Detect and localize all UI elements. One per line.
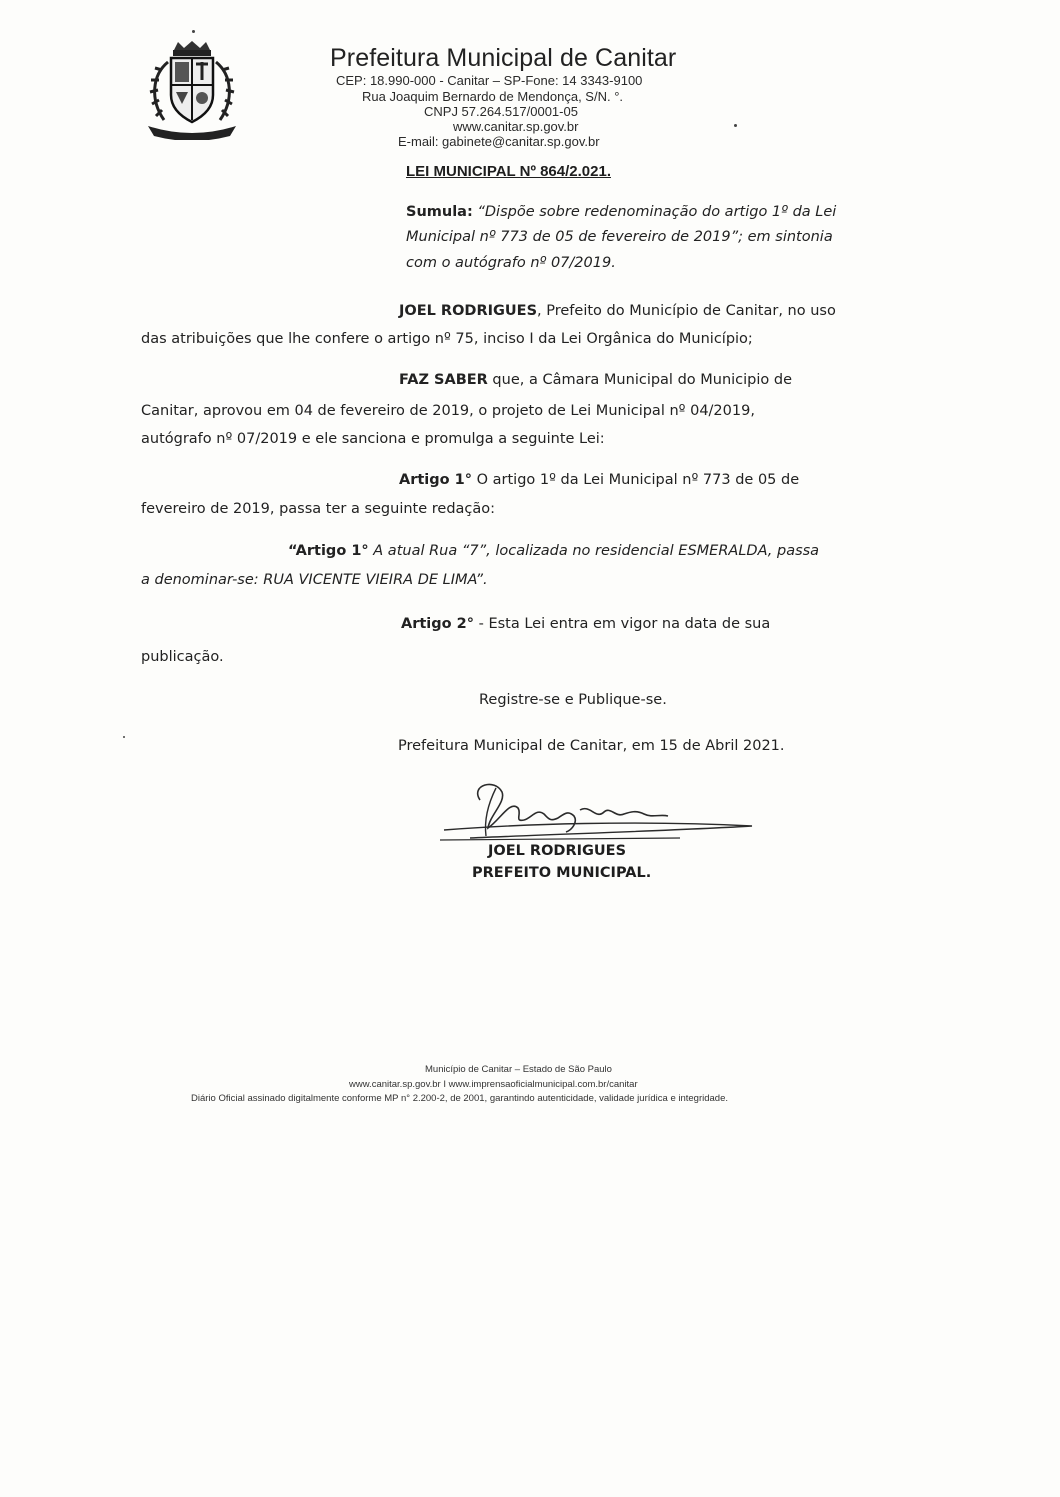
artigo2-line-2: publicação. [141, 649, 224, 665]
speck [734, 124, 737, 127]
intro-line-1 [399, 303, 836, 319]
signature-icon [440, 770, 770, 850]
faz-saber-line-2: Canitar, aprovou em 04 de fevereiro de 2019, o projeto de Lei Municipal nº 04/2019, [141, 403, 755, 419]
artigo1-line-2: fevereiro de 2019, passa ter a seguinte redação: [141, 501, 496, 517]
artigo1-text-1: O artigo 1º da Lei Municipal nº 773 de 05 de [472, 472, 800, 488]
footer-line-1: Município de Canitar – Estado de São Paulo [425, 1064, 612, 1075]
sumula-text-1: “Dispõe sobre redenominação do artigo 1º da Lei [477, 204, 837, 220]
footer-line-3: Diário Oficial assinado digitalmente conforme MP n° 2.200-2, de 2001, garantindo autenticidade, validade jurídica e integridade. [191, 1093, 729, 1104]
sumula-line-2: Municipal nº 773 de 05 de fevereiro de 2019”; em sintonia [406, 229, 833, 245]
sumula-label: Sumula: [406, 204, 473, 220]
artigo2-line-1 [401, 616, 770, 632]
mayor-name: JOEL RODRIGUES [399, 303, 538, 319]
faz-saber-text-1: que, a Câmara Municipal do Municipio de [487, 372, 793, 388]
place-date-suffix: . [779, 738, 785, 754]
artigo1-line-1 [399, 472, 799, 488]
signatory-name: JOEL RODRIGUES [488, 843, 627, 859]
sumula-line-1 [406, 204, 836, 220]
faz-saber-label: FAZ SABER [399, 372, 488, 388]
address-line-1: CEP: 18.990-000 - Canitar – SP-Fone: 14 3343-9100 [336, 73, 643, 88]
speck [192, 30, 195, 33]
org-name: Prefeitura Municipal de Canitar [330, 44, 677, 72]
quote-label: “Artigo 1° [288, 543, 369, 559]
artigo2-label: Artigo 2° [401, 616, 475, 632]
cnpj: CNPJ 57.264.517/0001-05 [424, 104, 578, 119]
faz-saber-line-3: autógrafo nº 07/2019 e ele sanciona e promulga a seguinte Lei: [141, 431, 605, 447]
email: E-mail: gabinete@canitar.sp.gov.br [398, 134, 600, 149]
quote-text-1: A atual Rua “7”, localizada no residencial ESMERALDA, passa [368, 543, 820, 559]
closing: Registre-se e Publique-se. [479, 692, 667, 708]
signatory-role: PREFEITO MUNICIPAL. [472, 865, 652, 881]
artigo2-text-1: - Esta Lei entra em vigor na data de sua [474, 616, 771, 632]
quote-line-2: a denominar-se: RUA VICENTE VIEIRA DE LIMA”. [141, 572, 488, 588]
address-line-2: Rua Joaquim Bernardo de Mendonça, S/N. °. [362, 89, 624, 104]
place-date-prefix: Prefeitura Municipal de Canitar, em [398, 738, 660, 754]
law-title: LEI MUNICIPAL Nº 864/2.021. [406, 163, 611, 180]
sumula-line-3: com o autógrafo nº 07/2019. [406, 255, 616, 271]
intro-text-1: , Prefeito do Município de Canitar, no uso [537, 303, 836, 319]
place-date [398, 738, 785, 754]
artigo1-label: Artigo 1° [399, 472, 473, 488]
speck [123, 736, 125, 738]
intro-line-2: das atribuições que lhe confere o artigo nº 75, inciso I da Lei Orgânica do Município; [141, 331, 753, 347]
footer-line-2: www.canitar.sp.gov.br I www.imprensaoficialmunicipal.com.br/canitar [349, 1079, 638, 1090]
quote-line-1 [288, 543, 819, 559]
website: www.canitar.sp.gov.br [453, 119, 579, 134]
date: 15 de Abril 2021 [659, 738, 780, 754]
coat-of-arms-icon [138, 40, 246, 140]
faz-saber-line-1 [399, 372, 792, 388]
